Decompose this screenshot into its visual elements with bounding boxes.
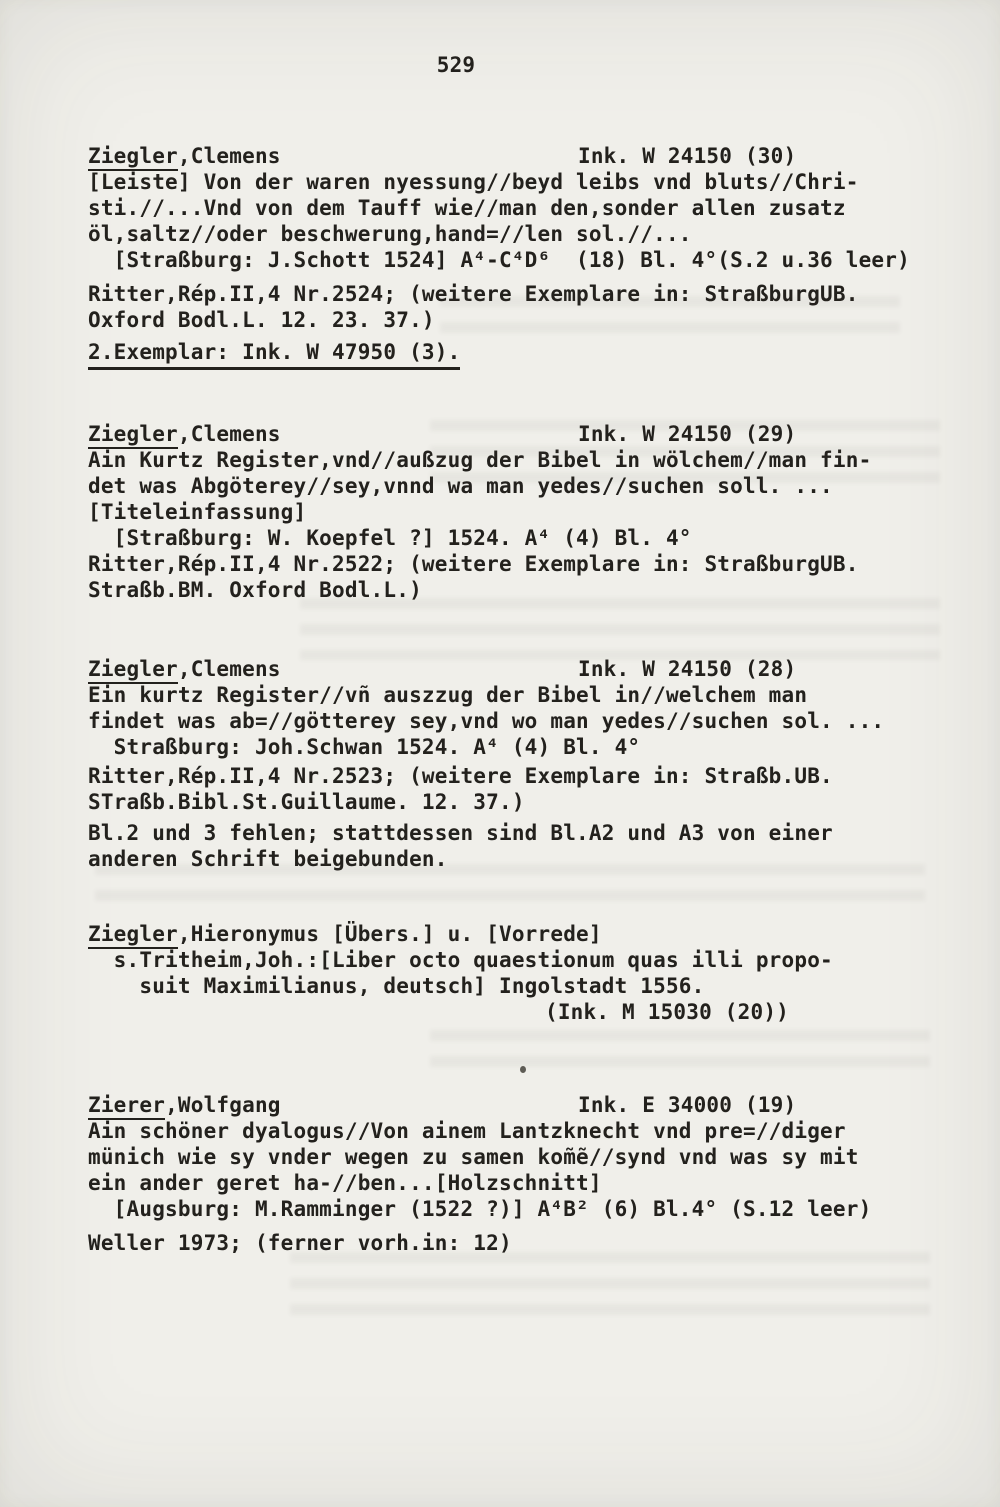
author-name: Ziegler [88,144,178,171]
ink-reference: Ink. W 24150 (28) [578,657,797,681]
title-line: Ein kurtz Register//vñ auszzug der Bibel in//welchem man [88,683,808,707]
entry-heading [88,656,797,682]
title-line: Ain Kurtz Register,vnd//außzug der Bibel in wölchem//man fin- [88,448,872,472]
bleedthrough-smudge [300,598,940,660]
title-line: ein ander geret ha-//ben...[Holzschnitt] [88,1171,602,1195]
note-line: anderen Schrift beigebunden. [88,847,448,871]
title-line: det was Abgöterey//sey,vnnd wa man yedes//suchen soll. ... [88,474,833,498]
author-rest: ,Clemens [177,657,281,681]
bleedthrough-smudge [290,1252,930,1330]
bleedthrough-smudge [430,1030,930,1080]
entry-heading [88,421,797,447]
citation-line: Straßb.BM. Oxford Bodl.L.) [88,578,422,602]
exemplar-text: 2.Exemplar: Ink. W 47950 (3). [88,340,460,370]
author-name: Ziegler [88,657,178,684]
citation-line: Oxford Bodl.L. 12. 23. 37.) [88,308,435,332]
ink-reference: (Ink. M 15030 (20)) [545,1000,790,1024]
citation-line: Ritter,Rép.II,4 Nr.2522; (weitere Exemplare in: StraßburgUB. [88,552,859,576]
imprint-line: [Augsburg: M.Ramminger (1522 ?)] A⁴B² (6) Bl.4° (S.12 leer) [88,1197,872,1221]
citation-line: STraßb.Bibl.St.Guillaume. 12. 37.) [88,790,525,814]
entry-heading [88,921,602,947]
ink-reference: Ink. W 24150 (29) [578,422,797,446]
author-name: Ziegler [88,422,178,449]
note-line: Bl.2 und 3 fehlen; stattdessen sind Bl.A2 und A3 von einer [88,821,833,845]
author-rest: ,Clemens [177,422,281,446]
author-rest: ,Hieronymus [Übers.] u. [Vorrede] [177,922,602,946]
title-line: [Titeleinfassung] [88,500,307,524]
title-line: findet was ab=//götterey sey,vnd wo man yedes//suchen sol. ... [88,709,885,733]
title-line: sti.//...Vnd von dem Tauff wie//man den,sonder allen zusatz [88,196,846,220]
title-line: Ain schöner dyalogus//Von ainem Lantzknecht vnd pre=//diger [88,1119,846,1143]
ink-speck [520,1066,526,1073]
citation-line: Ritter,Rép.II,4 Nr.2523; (weitere Exemplare in: Straßb.UB. [88,764,833,788]
author-rest: ,Wolfgang [165,1093,281,1117]
page-number: 529 [436,53,476,77]
citation-line: Ritter,Rép.II,4 Nr.2524; (weitere Exemplare in: StraßburgUB. [88,282,859,306]
ink-reference: Ink. W 24150 (30) [578,144,797,168]
citation-line: Weller 1973; (ferner vorh.in: 12) [88,1231,512,1255]
entry-heading [88,143,797,169]
cross-reference-line: suit Maximilianus, deutsch] Ingolstadt 1556. [88,974,705,998]
title-line: [Leiste] Von der waren nyessung//beyd leibs vnd bluts//Chri- [88,170,859,194]
author-name: Ziegler [88,922,178,949]
title-line: münich wie sy vnder wegen zu samen kom̃ẽ//synd vnd was sy mit [88,1145,859,1169]
author-rest: ,Clemens [177,144,281,168]
exemplar-line [88,339,460,365]
imprint-line: Straßburg: Joh.Schwan 1524. A⁴ (4) Bl. 4° [88,735,641,759]
title-line: öl,saltz//oder beschwerung,hand=//len sol.//... [88,222,692,246]
author-name: Zierer [88,1093,165,1120]
imprint-line: [Straßburg: W. Koepfel ?] 1524. A⁴ (4) Bl. 4° [88,526,692,550]
cross-reference-line: s.Tritheim,Joh.:[Liber octo quaestionum quas illi propo- [88,948,833,972]
ink-reference: Ink. E 34000 (19) [578,1093,797,1117]
entry-heading [88,1092,797,1118]
imprint-line: [Straßburg: J.Schott 1524] A⁴-C⁴D⁶ (18) Bl. 4°(S.2 u.36 leer) [88,248,910,272]
